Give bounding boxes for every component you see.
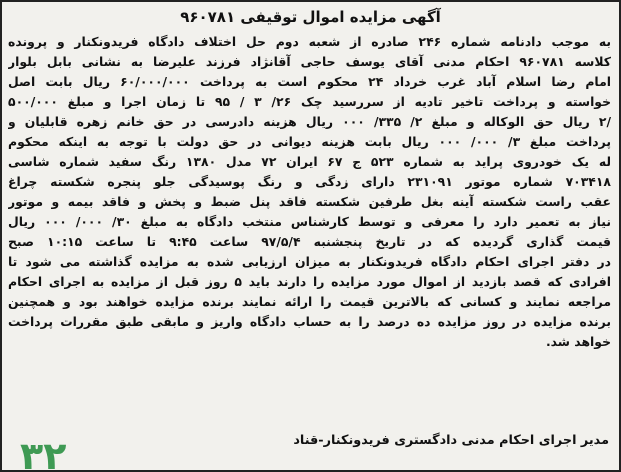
notice-line: له یک خودروی پراید به شماره ۵۲۳ ج ۶۷ ایران ۷۲ مدل ۱۳۸۰ رنگ سفید شماره شاسی [8,154,611,169]
notice-line: خواسته و پرداخت تاخیر تادیه از سررسید چک ۲۶/ ۳ / ۹۵ تا زمان اجرا و مبلغ ۵۰۰/۰۰۰ [8,94,611,109]
notice-signature: مدیر اجرای احکام مدنی دادگستری فریدونکنار-قناد [293,433,609,448]
page-number: ۳۲ [20,434,67,472]
notice-line: در دفتر اجرای احکام دادگاه فریدونکنار به میزان ارزیابی شده به مزایده گذاشته می شود تا [8,254,611,269]
notice-line: عقب راست شکسته آینه بغل طرفین شکسته فاقد پنل ضبط و پخش و فاقد بیمه و موتور [8,194,611,209]
notice-line: ۷۰۳۴۱۸ شماره موتور ۲۳۱۰۹۱ دارای زدگی و رنگ پوسیدگی جلو پنجره شکسته چراغ [8,174,611,189]
notice-line: امام رضا اسلام آباد غرب خرداد ۲۴ محکوم است به پرداخت ۶۰/۰۰۰/۰۰۰ ریال بابت اصل [8,74,611,89]
notice-line: مراجعه نمایند و کسانی که بالاترین قیمت را ارائه نمایند برنده مزایده خواهند بود و همچنین [8,294,611,309]
notice-line: برنده مزایده در روز مزایده ده درصد را به حساب دادگاه واریز و مابقی طبق مقررات پرداخت [8,314,611,329]
notice-title: آگهی مزایده اموال توقیفی ۹۶۰۷۸۱ [180,8,441,26]
notice-line: خواهد شد. [545,334,611,349]
notice-line: قیمت گذاری گردیده که در تاریخ پنجشنبه ۹۷/۵/۴ ساعت ۹:۴۵ تا ساعت ۱۰:۱۵ صبح [8,234,611,249]
notice-line: کلاسه ۹۶۰۷۸۱ احکام مدنی آقای یوسف حاجی آقانژاد فرزند علیرضا به نشانی بابل بلوار [8,54,611,69]
notice-body [8,32,611,352]
notice-line: /۲ ریال حق الوکاله و مبلغ ۲/ ۳۳۵/ ۰۰۰ ریال هزینه دادرسی در حق خانم زهره قابلیان و [8,114,611,129]
notice-line: افرادی که قصد بازدید از اموال مورد مزایده را دارند باید ۵ روز قبل از مزایده به اجرای احکام [8,274,611,289]
notice-line: پرداخت مبلغ ۳/ ۰۰۰/ ۰۰۰ ریال بابت هزینه دیوانی در حق دولت با توجه به اینکه محکوم [8,134,611,149]
notice-line: نیاز به تعمیر دارد را معرفی و توسط کارشناس منتخب دادگاه به مبلغ ۳۰/ ۰۰۰/ ۰۰۰ ریال [8,214,611,229]
notice-line: به موجب دادنامه شماره ۲۴۶ صادره از شعبه دوم حل اختلاف دادگاه فریدونکنار و پرونده [8,34,611,49]
